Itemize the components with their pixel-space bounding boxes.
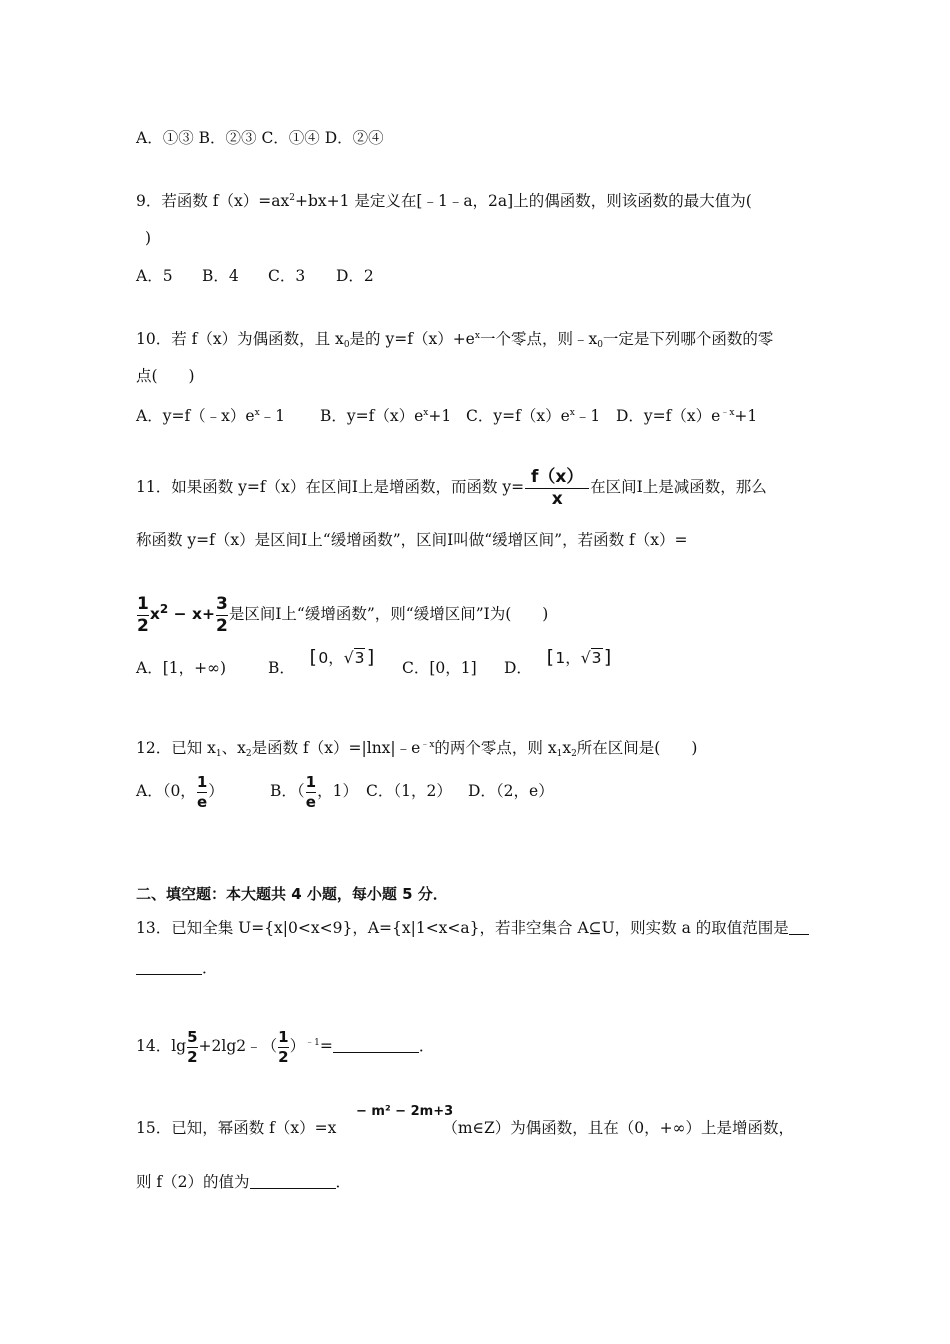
q12-text-a: 12．已知 x — [136, 739, 216, 757]
q11-frac-three-half — [215, 593, 228, 636]
q12-option-b-frac — [305, 772, 317, 811]
q10-options — [136, 403, 757, 426]
q13-end: ． — [202, 959, 218, 977]
q10-option-d-tail: +1 — [734, 407, 758, 425]
q10-option-c-sup: x — [569, 408, 575, 418]
q11-text-c: 是区间Ⅰ上“缓增函数”，则“缓增区间”Ⅰ为( ) — [228, 605, 549, 623]
q12-b-num: 1 — [305, 772, 317, 791]
q11-option-c[interactable]: C．[0，1] — [402, 659, 477, 677]
q10-option-b[interactable] — [320, 403, 466, 426]
q15-text-b: （m∈Z）为偶函数，且在（0，+∞）上是增函数， — [442, 1119, 795, 1137]
q15-stem-line2 — [136, 1172, 351, 1192]
q12-option-d[interactable]: D．（2，e） — [468, 782, 554, 800]
q11-x-sup: 2 — [159, 602, 169, 616]
q9-option-b[interactable]: B．4 — [202, 267, 239, 285]
q15-exponent: − m² − 2m+3 — [356, 1104, 454, 1119]
q11-options — [136, 646, 614, 683]
q11-th-num: 3 — [215, 593, 228, 614]
q9-stem-close: ) — [145, 229, 152, 247]
q11-option-b-close: ] — [365, 646, 377, 668]
q12-options — [136, 770, 554, 812]
q11-x: x — [149, 605, 160, 623]
q11-option-a[interactable]: A．[1，+∞) — [136, 659, 227, 677]
q9-option-a[interactable]: A．5 — [136, 267, 173, 285]
q12-text-d: 的两个零点，则 x — [434, 739, 557, 757]
q12-option-a-tail: ） — [208, 782, 224, 800]
q11-option-b[interactable] — [268, 646, 402, 683]
q10-option-a[interactable] — [136, 403, 320, 426]
q14-frac-half — [278, 1027, 289, 1066]
q13-stem — [136, 918, 809, 938]
q10-option-a-tail: ﹣1 — [259, 407, 286, 425]
q12-option-a-frac — [196, 772, 208, 811]
q10-option-b-sup: x — [423, 408, 429, 418]
q11-option-d-open: [ — [543, 646, 556, 668]
q11-option-d-close: ] — [602, 646, 614, 668]
q14-sup: ﹣1 — [305, 1038, 320, 1048]
q11-half-num: 1 — [137, 593, 149, 614]
q12-text-b: 、x — [221, 739, 246, 757]
q12-sup: ﹣x — [420, 740, 435, 750]
q12-text-e: x — [562, 739, 572, 757]
q11-stem-line2: 称函数 y=f（x）是区间Ⅰ上“缓增函数”，区间Ⅰ叫做“缓增区间”，若函数 f（x）= — [136, 531, 688, 549]
q11-th-den: 2 — [215, 615, 228, 636]
q11-option-b-sqrt: 3 — [354, 649, 365, 667]
q12-sub3: 1 — [556, 749, 563, 759]
q12-sub2: 2 — [245, 749, 252, 759]
q10-option-c-text: C．y=f（x）e — [466, 407, 570, 425]
q10-text-a: 10．若 f（x）为偶函数，且 x — [136, 330, 344, 348]
q14-f2-num: 1 — [278, 1027, 289, 1046]
q12-text-c: 是函数 f（x）=|lnx|﹣e — [251, 739, 421, 757]
q10-sup: x — [474, 331, 480, 341]
q10-option-c[interactable] — [466, 403, 616, 426]
q11-text-b: 在区间Ⅰ上是减函数，那么 — [590, 478, 767, 496]
q9-sup: 2 — [289, 193, 295, 203]
q11-frac-num: f（x） — [530, 466, 584, 487]
q9-stem — [136, 188, 752, 211]
q10-text-d: 一定是下列哪个函数的零 — [602, 330, 774, 348]
q8-options: A．①③ B．②③ C．①④ D．②④ — [136, 129, 384, 147]
q10-option-c-tail: ﹣1 — [574, 407, 601, 425]
q9-text-b: +bx+1 是定义在[﹣1﹣a，2a]上的偶函数，则该函数的最大值为( — [294, 192, 752, 210]
q13-blank-start[interactable] — [789, 920, 809, 935]
q15-blank[interactable] — [250, 1174, 336, 1189]
q15-end: ． — [335, 1173, 352, 1191]
sqrt-icon: √ — [343, 649, 354, 667]
q11-half-den: 2 — [137, 615, 149, 636]
q10-option-a-text: A．y=f（﹣x）e — [136, 407, 255, 425]
q11-frac-half — [137, 593, 149, 636]
q10-option-b-tail: +1 — [428, 407, 452, 425]
q11-option-b-label: B． — [268, 659, 295, 677]
q11-stem — [136, 468, 767, 508]
q13-blank[interactable] — [136, 960, 202, 975]
q14-blank[interactable] — [333, 1038, 419, 1053]
q10-option-d-sup: ﹣x — [720, 408, 735, 418]
q9-options — [136, 266, 374, 286]
q13-stem-line2 — [136, 958, 218, 978]
q14-f1-den: 2 — [187, 1047, 198, 1066]
q10-stem — [136, 326, 773, 355]
q11-option-b-open: [ — [306, 646, 319, 668]
q14-f2-den: 2 — [278, 1047, 289, 1066]
sqrt-icon: √ — [580, 649, 591, 667]
q14-text-a: 14．lg — [136, 1037, 187, 1055]
q11-option-b-left: 0， — [318, 649, 344, 667]
q10-option-a-sup: x — [254, 408, 260, 418]
q12-option-b[interactable] — [270, 770, 366, 812]
q10-option-d-text: D．y=f（x）e — [616, 407, 721, 425]
q10-stem-line2: 点( ) — [136, 367, 195, 385]
q11-stem-line3 — [136, 588, 548, 635]
q13-text: 13．已知全集 U={x|0<x<9}，A={x|1<x<a}，若非空集合 A⊆U，则实数 a 的取值范围是 — [136, 919, 789, 937]
q10-sub-b: 0 — [597, 340, 603, 350]
q14-f1-num: 5 — [187, 1027, 198, 1046]
q14-end: ． — [418, 1037, 435, 1055]
q14-stem — [136, 1022, 434, 1067]
q11-option-d-label: D． — [504, 659, 532, 677]
q12-option-b-text: B．（ — [270, 782, 305, 800]
section-2-heading: 二、填空题：本大题共 4 小题，每小题 5 分． — [136, 885, 448, 903]
q12-stem — [136, 735, 697, 764]
q11-text-a: 11．如果函数 y=f（x）在区间Ⅰ上是增函数，而函数 y= — [136, 478, 525, 496]
q10-text-b: 是的 y=f（x）+e — [349, 330, 475, 348]
q15-text-a: 15．已知，幂函数 f（x）=x — [136, 1119, 337, 1137]
q12-option-a-text: A．（0， — [136, 782, 196, 800]
q11-fraction — [525, 466, 589, 509]
q12-a-num: 1 — [196, 772, 208, 791]
q12-text-f: 所在区间是( ) — [576, 739, 698, 757]
q15-text-c: 则 f（2）的值为 — [136, 1173, 250, 1191]
q14-text-b: +2lg2﹣（ — [198, 1037, 278, 1055]
q12-sub4: 2 — [571, 749, 577, 759]
q14-frac-five-half — [187, 1027, 198, 1066]
q11-frac-den: x — [551, 488, 563, 509]
q12-a-den: e — [196, 792, 208, 811]
q9-option-d[interactable]: D．2 — [336, 267, 374, 285]
q12-option-b-tail: ，1） — [317, 782, 358, 800]
q11-option-d-left: 1， — [555, 649, 581, 667]
q12-option-a[interactable] — [136, 770, 270, 812]
q10-option-d[interactable] — [616, 403, 757, 426]
q12-b-den: e — [305, 792, 316, 811]
q10-text-c: 一个零点，则﹣x — [479, 330, 598, 348]
q12-option-c[interactable]: C．（1，2） — [366, 782, 452, 800]
q11-option-d-sqrt: 3 — [591, 649, 602, 667]
q9-text-a: 9．若函数 f（x）=ax — [136, 192, 290, 210]
q10-sub: 0 — [343, 340, 350, 350]
q11-option-d[interactable] — [504, 646, 614, 683]
q11-mid: − x+ — [168, 605, 215, 623]
q15-stem — [136, 1118, 794, 1138]
q10-option-b-text: B．y=f（x）e — [320, 407, 424, 425]
q14-text-d: = — [319, 1037, 333, 1055]
q9-option-c[interactable]: C．3 — [268, 267, 306, 285]
q14-text-c: ） — [289, 1037, 306, 1055]
q12-sub1: 1 — [215, 749, 222, 759]
